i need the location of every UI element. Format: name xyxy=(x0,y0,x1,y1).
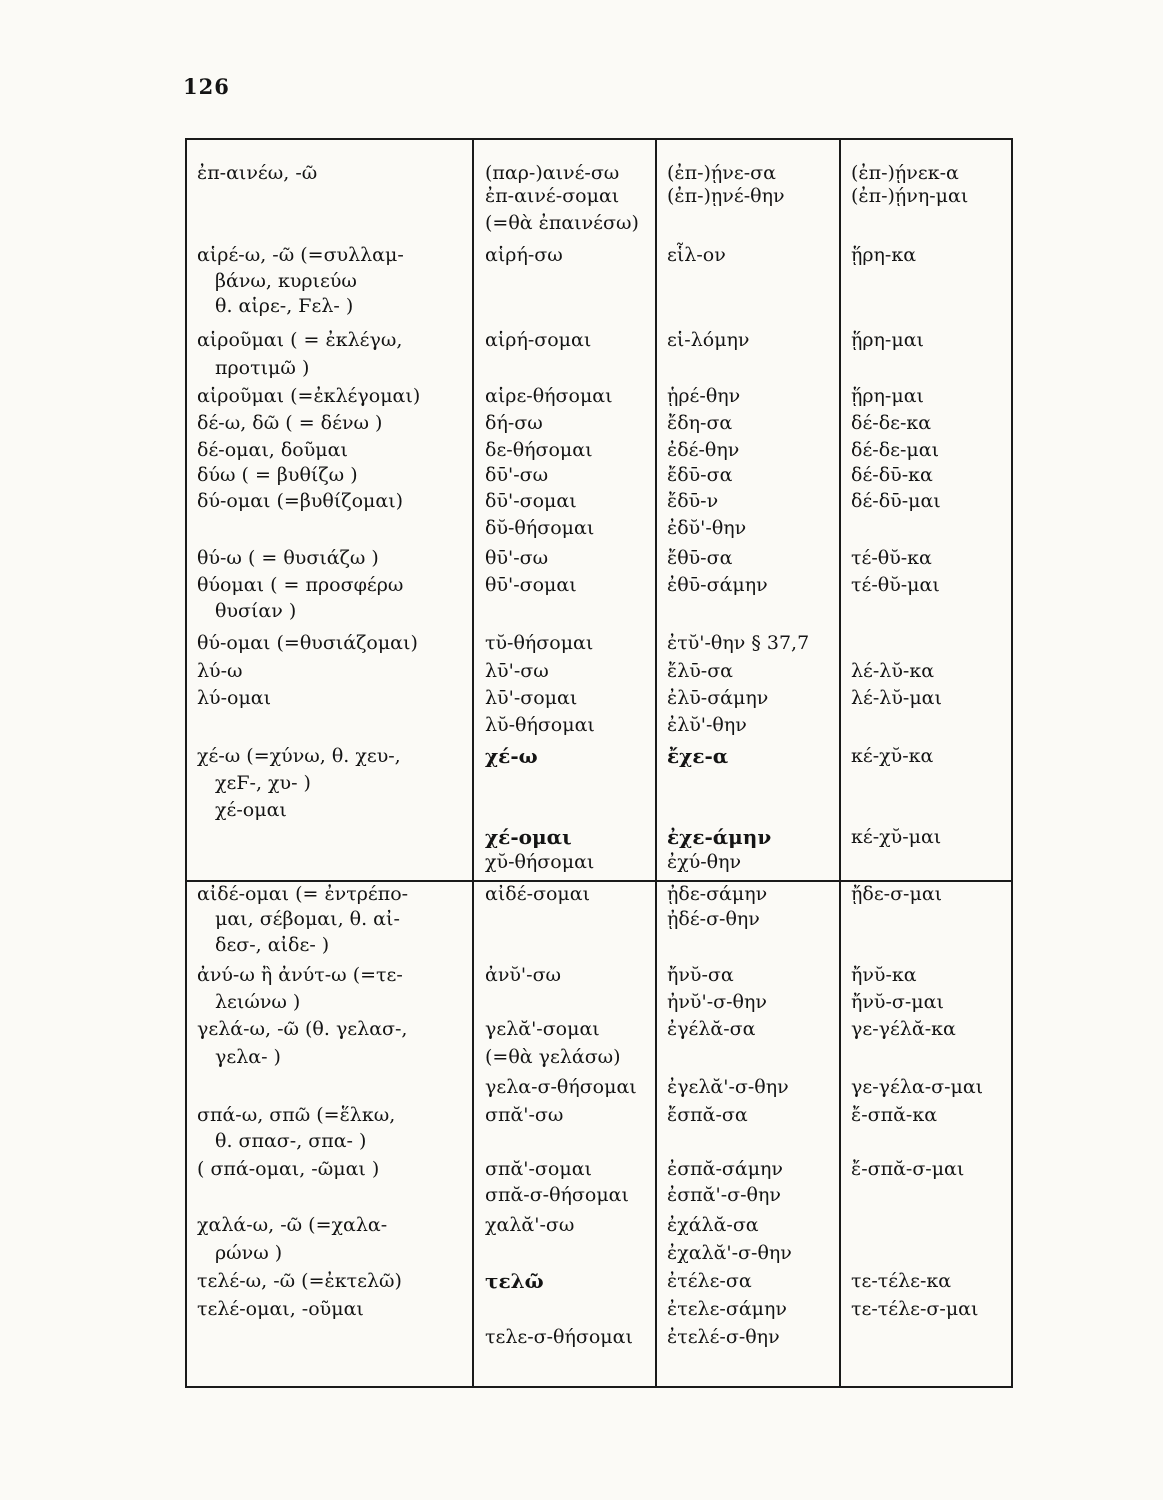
table-cell-col2: αἱρή-σω xyxy=(485,244,563,266)
table-cell-col3: ἐδέ-θην xyxy=(667,439,740,461)
table-cell-col2: αἰδέ-σομαι xyxy=(485,883,591,905)
table-cell-col1: αἰδέ-ομαι (= ἐντρέπο- xyxy=(197,883,409,905)
table-cell-col1: λύ-ομαι xyxy=(197,687,272,709)
table-cell-col2: σπᾰ'-σομαι xyxy=(485,1158,592,1180)
table-cell-col3: ᾐδέ-σ-θην xyxy=(667,908,760,930)
table-cell-col1: θ. αἱρε-, Ϝελ- ) xyxy=(215,295,354,317)
table-cell-col2: ἀνῠ'-σω xyxy=(485,964,562,986)
table-cell-col4: κέ-χῠ-κα xyxy=(851,745,934,767)
table-cell-col3: εἱ-λόμην xyxy=(667,329,750,351)
table-cell-col3: ἐθῡ-σάμην xyxy=(667,574,768,596)
table-cell-col2: (παρ-)αινέ-σω xyxy=(485,162,620,184)
table-cell-col4: ἤνῠ-σ-μαι xyxy=(851,991,944,1013)
table-cell-col3: ἐτέλε-σα xyxy=(667,1270,752,1292)
table-cell-col2: δή-σω xyxy=(485,412,543,434)
table-cell-col3: ἔδῡ-ν xyxy=(667,490,719,512)
table-cell-col3: ᾑρέ-θην xyxy=(667,385,741,407)
table-cell-col1: ἀνύ-ω ἢ ἀνύτ-ω (=τε- xyxy=(197,964,403,986)
table-cell-col3: ἐσπᾰ'-σ-θην xyxy=(667,1184,781,1206)
table-cell-col2: λῡ'-σομαι xyxy=(485,687,578,709)
table-cell-col1: δύω ( = βυθίζω ) xyxy=(197,464,358,486)
table-cell-col1: βάνω, κυριεύω xyxy=(215,270,357,292)
table-cell-col4: τε-τέλε-κα xyxy=(851,1270,952,1292)
verb-paradigm-table xyxy=(185,138,1013,1388)
table-cell-col4: ἔ-σπᾰ-σ-μαι xyxy=(851,1158,965,1180)
table-cell-col3: ἐτελε-σάμην xyxy=(667,1298,787,1320)
table-cell-col3: ἐδῠ'-θην xyxy=(667,517,747,539)
table-cell-col1: δέ-ω, δῶ ( = δένω ) xyxy=(197,412,383,434)
table-cell-col1: ἐπ-αινέω, -ῶ xyxy=(197,162,318,184)
table-cell-col1: αἱροῦμαι ( = ἐκλέγω, xyxy=(197,329,403,351)
table-cell-col1: θύ-ω ( = θυσιάζω ) xyxy=(197,547,379,569)
table-cell-col1: χέ-ω (=χύνω, θ. χευ-, xyxy=(197,745,401,767)
column-divider-3 xyxy=(839,140,841,1386)
table-cell-col4: ᾕρη-μαι xyxy=(851,329,924,351)
table-cell-col2: δε-θήσομαι xyxy=(485,439,593,461)
column-divider-1 xyxy=(472,140,474,1386)
table-cell-col1: λύ-ω xyxy=(197,660,243,682)
table-cell-col2: λῠ-θήσομαι xyxy=(485,714,595,736)
table-cell-col3: ἐτελέ-σ-θην xyxy=(667,1326,780,1348)
table-cell-col4: ᾕρη-μαι xyxy=(851,385,924,407)
table-cell-col4: δέ-δῡ-κα xyxy=(851,464,933,486)
table-cell-col3: ἔθῡ-σα xyxy=(667,547,733,569)
table-cell-col1: χαλά-ω, -ῶ (=χαλα- xyxy=(197,1214,388,1236)
table-cell-col3: (ἐπ-)ῃνέ-θην xyxy=(667,185,785,207)
table-cell-col3: ἐχε-άμην xyxy=(667,825,772,849)
table-cell-col2: δῠ-θήσομαι xyxy=(485,517,595,539)
table-cell-col4: τέ-θῠ-μαι xyxy=(851,574,940,596)
table-cell-col2: σπᾰ'-σω xyxy=(485,1104,564,1126)
table-cell-col1: τελέ-ω, -ῶ (=ἐκτελῶ) xyxy=(197,1270,402,1292)
table-cell-col3: ἔχε-α xyxy=(667,744,729,768)
table-cell-col1: θ. σπασ-, σπα- ) xyxy=(215,1130,367,1152)
table-cell-col2: (=θὰ ἐπαινέσω) xyxy=(485,212,639,234)
table-cell-col2: γελᾰ'-σομαι xyxy=(485,1018,600,1040)
table-cell-col4: δέ-δε-κα xyxy=(851,412,932,434)
table-cell-col1: σπά-ω, σπῶ (=ἕλκω, xyxy=(197,1104,396,1126)
table-cell-col2: χέ-ομαι xyxy=(485,825,572,849)
table-cell-col4: γε-γέλᾰ-κα xyxy=(851,1018,956,1040)
table-cell-col3: ἐχάλᾰ-σα xyxy=(667,1214,759,1236)
table-cell-col2: χέ-ω xyxy=(485,744,538,768)
table-cell-col4: τε-τέλε-σ-μαι xyxy=(851,1298,979,1320)
table-cell-col3: ἐχαλᾰ'-σ-θην xyxy=(667,1242,792,1264)
table-cell-col1: γελα- ) xyxy=(215,1046,281,1068)
table-cell-col3: ἐσπᾰ-σάμην xyxy=(667,1158,783,1180)
table-cell-col1: τελέ-ομαι, -οῦμαι xyxy=(197,1298,364,1320)
table-cell-col1: χέ-ομαι xyxy=(215,799,287,821)
table-cell-col2: ἐπ-αινέ-σομαι xyxy=(485,185,620,207)
table-cell-col4: δέ-δῡ-μαι xyxy=(851,490,941,512)
column-divider-2 xyxy=(655,140,657,1386)
table-cell-col4: λέ-λῠ-κα xyxy=(851,660,935,682)
table-cell-col4: δέ-δε-μαι xyxy=(851,439,940,461)
table-cell-col2: τελῶ xyxy=(485,1269,544,1293)
table-cell-col1: αἱροῦμαι (=ἐκλέγομαι) xyxy=(197,385,421,407)
table-cell-col2: σπᾰ-σ-θήσομαι xyxy=(485,1184,629,1206)
table-cell-col2: γελα-σ-θήσομαι xyxy=(485,1076,637,1098)
table-cell-col4: ᾔδε-σ-μαι xyxy=(851,883,943,905)
table-cell-col1: δεσ-, αἰδε- ) xyxy=(215,934,330,956)
table-cell-col1: χεϜ-, χυ- ) xyxy=(215,772,311,794)
table-cell-col3: εἷλ-ον xyxy=(667,244,726,266)
table-cell-col4: τέ-θῠ-κα xyxy=(851,547,932,569)
table-cell-col1: ρώνω ) xyxy=(215,1242,283,1264)
table-cell-col2: λῡ'-σω xyxy=(485,660,549,682)
table-cell-col3: ἐχύ-θην xyxy=(667,851,742,873)
table-cell-col2: τῠ-θήσομαι xyxy=(485,632,594,654)
table-cell-col1: αἱρέ-ω, -ῶ (=συλλαμ- xyxy=(197,244,404,266)
table-cell-col2: (=θὰ γελάσω) xyxy=(485,1046,621,1068)
table-cell-col1: δέ-ομαι, δοῦμαι xyxy=(197,439,348,461)
table-cell-col2: δῡ'-σομαι xyxy=(485,490,577,512)
table-cell-col4: γε-γέλα-σ-μαι xyxy=(851,1076,984,1098)
table-cell-col4: ᾕρη-κα xyxy=(851,244,917,266)
table-cell-col3: ἠνῠ'-σ-θην xyxy=(667,991,767,1013)
table-cell-col2: δῡ'-σω xyxy=(485,464,549,486)
table-cell-col2: χῠ-θήσομαι xyxy=(485,851,595,873)
table-cell-col2: αἱρε-θήσομαι xyxy=(485,385,613,407)
table-cell-col1: γελά-ω, -ῶ (θ. γελασ-, xyxy=(197,1018,408,1040)
table-cell-col4: ἔ-σπᾰ-κα xyxy=(851,1104,938,1126)
table-cell-col3: ᾐδε-σάμην xyxy=(667,883,768,905)
table-cell-col4: (ἐπ-)ῄνεκ-α xyxy=(851,162,959,184)
table-cell-col2: θῡ'-σομαι xyxy=(485,574,577,596)
table-cell-col4: ἤνῠ-κα xyxy=(851,964,917,986)
table-cell-col3: ἤνῠ-σα xyxy=(667,964,734,986)
table-cell-col3: ἔλῡ-σα xyxy=(667,660,734,682)
table-cell-col2: αἱρή-σομαι xyxy=(485,329,592,351)
table-cell-col3: ἐλῡ-σάμην xyxy=(667,687,769,709)
table-cell-col1: ( σπά-ομαι, -ῶμαι ) xyxy=(197,1158,380,1180)
table-cell-col4: λέ-λῠ-μαι xyxy=(851,687,942,709)
table-cell-col3: ἐγέλᾰ-σα xyxy=(667,1018,756,1040)
table-cell-col3: ἐλῠ'-θην xyxy=(667,714,747,736)
table-cell-col1: μαι, σέβομαι, θ. αἰ- xyxy=(215,908,400,930)
table-cell-col3: ἐτῠ'-θην § 37,7 xyxy=(667,632,810,654)
table-cell-col3: ἔδη-σα xyxy=(667,412,733,434)
table-cell-col1: προτιμῶ ) xyxy=(215,357,310,379)
table-cell-col1: θύ-ομαι (=θυσιάζομαι) xyxy=(197,632,418,654)
table-cell-col2: θῡ'-σω xyxy=(485,547,549,569)
table-cell-col2: τελε-σ-θήσομαι xyxy=(485,1326,633,1348)
table-cell-col1: θυσίαν ) xyxy=(215,600,297,622)
table-cell-col1: δύ-ομαι (=βυθίζομαι) xyxy=(197,490,404,512)
table-cell-col3: ἐγελᾰ'-σ-θην xyxy=(667,1076,789,1098)
table-cell-col3: ἔδῡ-σα xyxy=(667,464,733,486)
table-cell-col1: θύομαι ( = προσφέρω xyxy=(197,574,404,596)
table-cell-col3: ἔσπᾰ-σα xyxy=(667,1104,748,1126)
page-number: 126 xyxy=(183,74,230,99)
table-cell-col3: (ἐπ-)ῄνε-σα xyxy=(667,162,776,184)
table-cell-col1: λειώνω ) xyxy=(215,991,301,1013)
table-cell-col2: χαλᾰ'-σω xyxy=(485,1214,575,1236)
table-cell-col4: (ἐπ-)ῄνη-μαι xyxy=(851,185,969,207)
table-cell-col4: κέ-χῠ-μαι xyxy=(851,826,942,848)
